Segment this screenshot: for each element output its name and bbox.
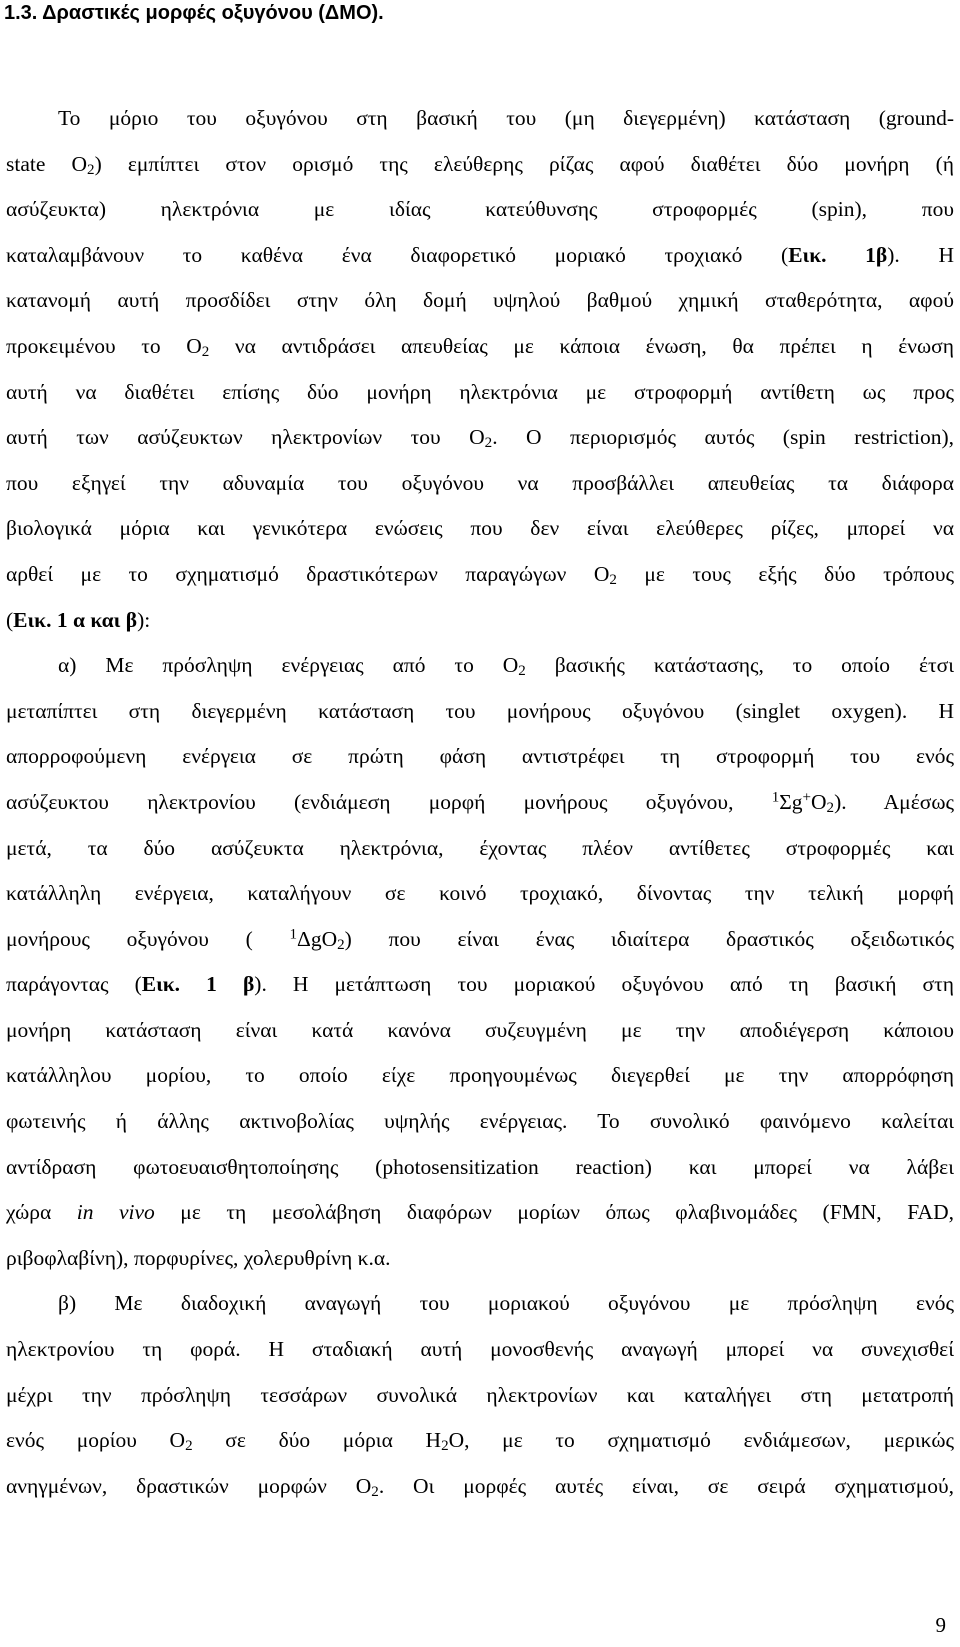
subscript-text: 2 xyxy=(371,1483,379,1500)
subscript-text: 2 xyxy=(201,343,210,360)
text-run: κατάλληλου μορίου, το οποίο είχε προηγουμένως διεγερθεί με την απορρόφηση xyxy=(6,1063,954,1088)
text-run: ). Αμέσως xyxy=(834,789,954,814)
subscript-text: 2 xyxy=(337,936,345,953)
text-line xyxy=(6,506,954,552)
text-line xyxy=(6,1464,954,1510)
text-line xyxy=(6,1418,954,1464)
text-run: ηλεκτρονίου τη φορά. Η σταδιακή αυτή μονοσθενής αναγωγή μπορεί να συνεχισθεί xyxy=(6,1337,954,1362)
text-run: ) που είναι ένας ιδιαίτερα δραστικός οξειδωτικός xyxy=(344,926,954,951)
text-run: ): xyxy=(137,607,151,632)
text-line xyxy=(6,278,954,324)
text-line xyxy=(6,142,954,188)
text-run: μονήρους οξυγόνου ( xyxy=(6,926,290,951)
superscript-text: 1 xyxy=(771,789,780,806)
text-run: ενός μορίου O xyxy=(6,1428,186,1453)
text-line xyxy=(6,552,954,598)
text-run: να αντιδράσει απευθείας με κάποια ένωση, θα πρέπει η ένωση xyxy=(209,333,954,358)
text-run: απορροφούμενη ενέργεια σε πρώτη φάση αντιστρέφει τη στροφορμή του ενός xyxy=(6,744,954,769)
text-run: ) εμπίπτει στον ορισμό της ελεύθερης ρίζας αφού διαθέτει δύο μονήρη (ή xyxy=(94,151,954,176)
text-run: ΔgO xyxy=(297,926,338,951)
text-run: χώρα xyxy=(6,1200,77,1225)
text-line xyxy=(6,598,954,644)
text-run: ασύζευκτα) ηλεκτρόνια με ιδίας κατεύθυνσης στροφορμές (spin), που xyxy=(6,197,954,222)
text-run: ( xyxy=(6,607,14,632)
text-run: ). Η μετάπτωση του μοριακού οξυγόνου από τη βασική στη xyxy=(254,972,954,997)
text-run: state O xyxy=(6,151,88,176)
text-run: με τη μεσολάβηση διαφόρων μορίων όπως φλαβινομάδες (FMN, FAD, xyxy=(154,1200,954,1225)
text-run: α) Με πρόσληψη ενέργειας από το O xyxy=(58,653,519,678)
text-run: O xyxy=(811,789,827,814)
text-run: ασύζευκτου ηλεκτρονίου (ενδιάμεση μορφή μονήρους οξυγόνου, xyxy=(6,789,772,814)
subscript-text: 2 xyxy=(609,571,617,588)
text-run: βασικής κατάστασης, το οποίο έτσι xyxy=(525,653,954,678)
text-run: βιολογικά μόρια και γενικότερα ενώσεις που δεν είναι ελεύθερες ρίζες, μπορεί να xyxy=(6,516,954,541)
text-line xyxy=(6,643,954,689)
superscript-text: 1 xyxy=(289,926,298,943)
text-run: αυτή να διαθέτει επίσης δύο μονήρη ηλεκτρόνια με στροφορμή αντίθετη ως προς xyxy=(6,379,954,404)
text-run: παράγοντας ( xyxy=(6,972,142,997)
text-line xyxy=(6,1190,954,1236)
text-line xyxy=(6,917,954,963)
text-run: Το μόριο του οξυγόνου στη βασική του (μη διεγερμένη) κατάσταση (ground- xyxy=(58,106,954,130)
text-run: φωτεινής ή άλλης ακτινοβολίας υψηλής ενέργειας. Το συνολικό φαινόμενο καλείται xyxy=(6,1109,954,1134)
text-run: μονήρη κατάσταση είναι κατά κανόνα συζευγμένη με την αποδιέγερση κάποιου xyxy=(6,1017,954,1042)
text-run: Σg xyxy=(779,789,803,814)
text-run: O, με το σχηματισμό ενδιάμεσων, μερικώς xyxy=(448,1428,954,1453)
text-run: . Οι μορφές αυτές είναι, σε σειρά σχηματισμού, xyxy=(378,1473,954,1498)
text-run: αρθεί με το σχηματισμό δραστικότερων παραγώγων O xyxy=(6,561,610,586)
text-line xyxy=(6,415,954,461)
bold-reference: Εικ. 1 β xyxy=(141,972,255,997)
bold-reference: Εικ. 1β xyxy=(788,242,888,267)
italic-text: in vivo xyxy=(76,1200,155,1225)
text-run: . Ο περιορισμός αυτός (spin restriction), xyxy=(492,425,954,450)
text-line xyxy=(6,1008,954,1054)
bold-reference: Εικ. 1 α και β xyxy=(13,607,138,632)
text-line xyxy=(6,1373,954,1419)
text-run: με τους εξής δύο τρόπους xyxy=(616,561,954,586)
text-line xyxy=(6,826,954,872)
text-line xyxy=(6,871,954,917)
section-heading: 1.3. Δραστικές μορφές οξυγόνου (ΔΜΟ). xyxy=(4,2,384,24)
text-run: ανηγμένων, δραστικών μορφών O xyxy=(6,1473,372,1498)
text-line xyxy=(6,1145,954,1191)
text-line xyxy=(6,962,954,1008)
subscript-text: 2 xyxy=(185,1438,193,1455)
text-line xyxy=(6,1327,954,1373)
body-text xyxy=(6,96,954,1509)
text-line xyxy=(6,1281,954,1327)
page-number: 9 xyxy=(935,1613,946,1637)
text-run: προκειμένου το O xyxy=(6,333,202,358)
text-run: μετά, τα δύο ασύζευκτα ηλεκτρόνια, έχοντας πλέον αντίθετες στροφορμές και xyxy=(6,835,954,860)
text-line xyxy=(6,96,954,142)
text-run: σε δύο μόρια H xyxy=(192,1428,442,1453)
text-run: που εξηγεί την αδυναμία του οξυγόνου να προσβάλλει απευθείας τα διάφορα xyxy=(6,470,954,495)
text-line xyxy=(6,324,954,370)
text-run: κατάλληλη ενέργεια, καταλήγουν σε κοινό τροχιακό, δίνοντας την τελική μορφή xyxy=(6,881,954,906)
text-run: μεταπίπτει στη διεγερμένη κατάσταση του μονήρους οξυγόνου (singlet oxygen). Η xyxy=(6,698,954,723)
text-line xyxy=(6,1099,954,1145)
text-run: μέχρι την πρόσληψη τεσσάρων συνολικά ηλεκτρονίων και καταλήγει στη μετατροπή xyxy=(6,1382,954,1407)
text-run: κατανομή αυτή προσδίδει στην όλη δομή υψηλού βαθμού χημική σταθερότητα, αφού xyxy=(6,288,954,313)
text-line xyxy=(6,461,954,507)
superscript-text: + xyxy=(802,789,811,806)
text-line xyxy=(6,187,954,233)
text-run: ριβοφλαβίνη), πορφυρίνες, χολερυθρίνη κ.α. xyxy=(6,1245,391,1270)
subscript-text: 2 xyxy=(441,1438,449,1455)
text-run: αντίδραση φωτοευαισθητοποίησης (photosensitization reaction) και μπορεί να λάβει xyxy=(6,1154,954,1179)
subscript-text: 2 xyxy=(87,161,95,178)
subscript-text: 2 xyxy=(826,799,835,816)
text-line xyxy=(6,370,954,416)
text-line xyxy=(6,233,954,279)
text-run: καταλαμβάνουν το καθένα ένα διαφορετικό μοριακό τροχιακό ( xyxy=(6,242,789,267)
subscript-text: 2 xyxy=(484,435,493,452)
text-line xyxy=(6,1236,954,1282)
text-run: β) Με διαδοχική αναγωγή του μοριακού οξυγόνου με πρόσληψη ενός xyxy=(58,1291,954,1316)
text-line xyxy=(6,734,954,780)
subscript-text: 2 xyxy=(518,663,526,680)
text-line xyxy=(6,780,954,826)
text-run: αυτή των ασύζευκτων ηλεκτρονίων του O xyxy=(6,425,485,450)
text-line xyxy=(6,1053,954,1099)
text-run: ). Η xyxy=(887,242,954,267)
text-line xyxy=(6,689,954,735)
